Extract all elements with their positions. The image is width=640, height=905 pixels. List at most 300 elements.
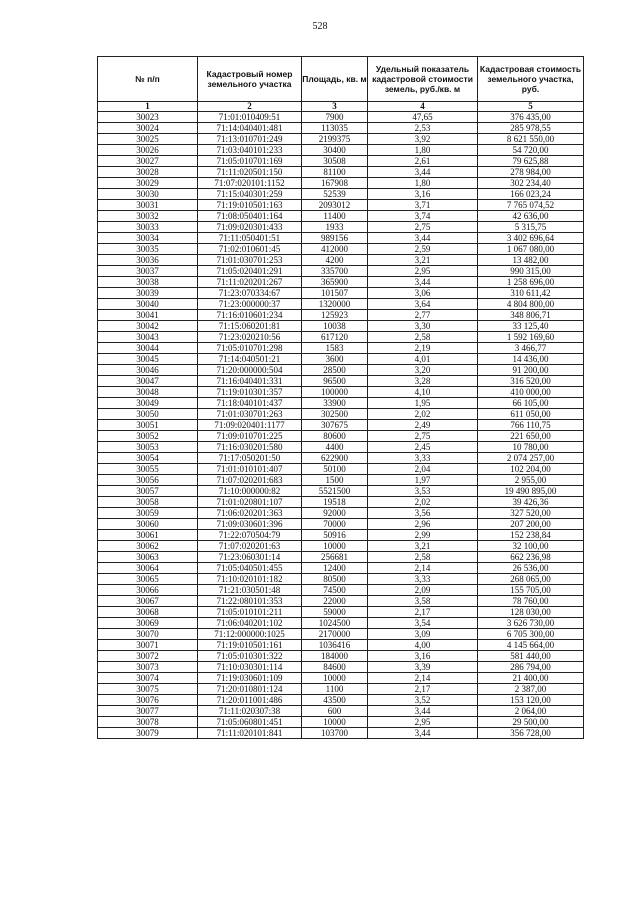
table-row (98, 552, 584, 563)
table-row (98, 596, 584, 607)
cell-number: 30048 (98, 387, 198, 398)
cell-cadastral-value: 8 621 550,00 (478, 134, 584, 145)
cell-specific-value: 3,09 (368, 629, 478, 640)
cell-specific-value: 1,80 (368, 145, 478, 156)
cell-cadastral-value: 2 074 257,00 (478, 453, 584, 464)
cell-specific-value: 2,02 (368, 497, 478, 508)
table-row (98, 112, 584, 123)
cell-cadastral-value: 1 258 696,00 (478, 277, 584, 288)
cell-number: 30074 (98, 673, 198, 684)
table-row (98, 640, 584, 651)
cell-area: 4200 (302, 255, 368, 266)
cell-number: 30079 (98, 728, 198, 739)
cell-cadastral-number: 71:22:080101:353 (198, 596, 302, 607)
cell-cadastral-number: 71:02:010601:45 (198, 244, 302, 255)
cell-specific-value: 4,01 (368, 354, 478, 365)
cell-specific-value: 3,21 (368, 541, 478, 552)
cell-area: 113035 (302, 123, 368, 134)
cell-area: 5521500 (302, 486, 368, 497)
cell-specific-value: 3,30 (368, 321, 478, 332)
table-row (98, 398, 584, 409)
cell-cadastral-number: 71:23:000000:37 (198, 299, 302, 310)
cell-area: 617120 (302, 332, 368, 343)
cell-area: 622900 (302, 453, 368, 464)
cell-cadastral-number: 71:13:010701:249 (198, 134, 302, 145)
cell-specific-value: 2,45 (368, 442, 478, 453)
cell-number: 30041 (98, 310, 198, 321)
cell-area: 1320000 (302, 299, 368, 310)
cell-area: 3600 (302, 354, 368, 365)
cell-specific-value: 4,00 (368, 640, 478, 651)
cell-cadastral-number: 71:10:020101:182 (198, 574, 302, 585)
table-row (98, 244, 584, 255)
cell-specific-value: 2,61 (368, 156, 478, 167)
cell-number: 30078 (98, 717, 198, 728)
cell-cadastral-value: 153 120,00 (478, 695, 584, 706)
cell-cadastral-number: 71:11:020101:841 (198, 728, 302, 739)
cell-area: 70000 (302, 519, 368, 530)
table-row (98, 420, 584, 431)
table-row (98, 695, 584, 706)
cell-cadastral-value: 221 650,00 (478, 431, 584, 442)
cell-cadastral-number: 71:12:000000:1025 (198, 629, 302, 640)
cell-number: 30069 (98, 618, 198, 629)
cell-area: 43500 (302, 695, 368, 706)
cell-cadastral-number: 71:14:040501:21 (198, 354, 302, 365)
cell-specific-value: 2,53 (368, 123, 478, 134)
cell-number: 30050 (98, 409, 198, 420)
cell-cadastral-number: 71:09:010701:225 (198, 431, 302, 442)
cell-number: 30054 (98, 453, 198, 464)
cell-cadastral-value: 356 728,00 (478, 728, 584, 739)
table-row (98, 662, 584, 673)
cell-number: 30055 (98, 464, 198, 475)
cell-cadastral-number: 71:09:030601:396 (198, 519, 302, 530)
cell-cadastral-number: 71:01:030701:253 (198, 255, 302, 266)
cell-cadastral-value: 278 984,00 (478, 167, 584, 178)
cell-cadastral-value: 13 482,00 (478, 255, 584, 266)
table-row (98, 607, 584, 618)
cell-area: 59000 (302, 607, 368, 618)
cell-number: 30053 (98, 442, 198, 453)
cell-specific-value: 2,17 (368, 684, 478, 695)
cell-cadastral-value: 79 625,88 (478, 156, 584, 167)
cell-specific-value: 1,95 (368, 398, 478, 409)
cell-area: 84600 (302, 662, 368, 673)
cell-specific-value: 2,95 (368, 717, 478, 728)
table-row (98, 376, 584, 387)
column-header-cadastral-number: Кадастровый номер земельного участка (198, 57, 302, 102)
cell-area: 33900 (302, 398, 368, 409)
cell-area: 103700 (302, 728, 368, 739)
cell-cadastral-value: 327 520,00 (478, 508, 584, 519)
cell-specific-value: 3,21 (368, 255, 478, 266)
cell-specific-value: 47,65 (368, 112, 478, 123)
cell-specific-value: 3,44 (368, 167, 478, 178)
cell-cadastral-value: 152 238,84 (478, 530, 584, 541)
cell-cadastral-value: 410 000,00 (478, 387, 584, 398)
cell-area: 989156 (302, 233, 368, 244)
cell-cadastral-value: 19 490 895,00 (478, 486, 584, 497)
table-row (98, 354, 584, 365)
cell-number: 30077 (98, 706, 198, 717)
cell-number: 30025 (98, 134, 198, 145)
cell-area: 80600 (302, 431, 368, 442)
cell-specific-value: 2,95 (368, 266, 478, 277)
cell-cadastral-number: 71:05:010701:298 (198, 343, 302, 354)
cell-area: 101507 (302, 288, 368, 299)
table-row (98, 563, 584, 574)
cell-area: 81100 (302, 167, 368, 178)
cell-area: 10000 (302, 717, 368, 728)
cell-specific-value: 3,71 (368, 200, 478, 211)
cell-area: 167908 (302, 178, 368, 189)
cell-number: 30037 (98, 266, 198, 277)
table-row (98, 475, 584, 486)
cell-cadastral-number: 71:17:050201:50 (198, 453, 302, 464)
cell-cadastral-value: 581 440,00 (478, 651, 584, 662)
column-header-number: № п/п (98, 57, 198, 102)
cell-area: 10000 (302, 673, 368, 684)
cell-area: 600 (302, 706, 368, 717)
cell-specific-value: 3,54 (368, 618, 478, 629)
cell-specific-value: 3,16 (368, 189, 478, 200)
cell-area: 125923 (302, 310, 368, 321)
cell-specific-value: 4,10 (368, 387, 478, 398)
cell-specific-value: 3,64 (368, 299, 478, 310)
cell-cadastral-value: 285 978,55 (478, 123, 584, 134)
cell-number: 30030 (98, 189, 198, 200)
cell-cadastral-value: 310 611,42 (478, 288, 584, 299)
cell-specific-value: 1,97 (368, 475, 478, 486)
cell-cadastral-value: 268 065,00 (478, 574, 584, 585)
cell-cadastral-value: 316 520,00 (478, 376, 584, 387)
cell-cadastral-number: 71:21:030501:48 (198, 585, 302, 596)
table-row (98, 519, 584, 530)
table-row (98, 332, 584, 343)
cell-cadastral-number: 71:11:050401:51 (198, 233, 302, 244)
cell-cadastral-value: 2 955,00 (478, 475, 584, 486)
cadastral-value-table (97, 56, 584, 739)
cell-number: 30034 (98, 233, 198, 244)
cell-cadastral-number: 71:11:020201:267 (198, 277, 302, 288)
table-row (98, 651, 584, 662)
cell-area: 1933 (302, 222, 368, 233)
cell-cadastral-value: 207 200,00 (478, 519, 584, 530)
cell-cadastral-value: 66 105,00 (478, 398, 584, 409)
cell-area: 52539 (302, 189, 368, 200)
table-row (98, 310, 584, 321)
cell-specific-value: 2,77 (368, 310, 478, 321)
cell-cadastral-value: 3 466,77 (478, 343, 584, 354)
cell-cadastral-number: 71:16:030201:580 (198, 442, 302, 453)
column-header-cadastral-value: Кадастровая стоимость земельного участка, руб. (478, 57, 584, 102)
cell-number: 30052 (98, 431, 198, 442)
table-row (98, 299, 584, 310)
cell-number: 30045 (98, 354, 198, 365)
cell-specific-value: 2,96 (368, 519, 478, 530)
table-row (98, 200, 584, 211)
cell-number: 30027 (98, 156, 198, 167)
table-row (98, 618, 584, 629)
cell-specific-value: 2,75 (368, 222, 478, 233)
cell-number: 30043 (98, 332, 198, 343)
cell-cadastral-value: 33 125,40 (478, 321, 584, 332)
cell-cadastral-number: 71:07:020201:683 (198, 475, 302, 486)
cell-specific-value: 2,58 (368, 332, 478, 343)
cell-number: 30029 (98, 178, 198, 189)
table-row (98, 145, 584, 156)
cell-cadastral-number: 71:01:020801:107 (198, 497, 302, 508)
cell-area: 4400 (302, 442, 368, 453)
cell-area: 19518 (302, 497, 368, 508)
cell-cadastral-value: 302 234,40 (478, 178, 584, 189)
table-row (98, 387, 584, 398)
table-row (98, 167, 584, 178)
cell-number: 30071 (98, 640, 198, 651)
cell-number: 30066 (98, 585, 198, 596)
cell-cadastral-number: 71:16:010601:234 (198, 310, 302, 321)
cell-area: 50100 (302, 464, 368, 475)
cell-area: 1583 (302, 343, 368, 354)
cell-area: 1500 (302, 475, 368, 486)
cell-specific-value: 3,92 (368, 134, 478, 145)
cell-cadastral-value: 4 145 664,00 (478, 640, 584, 651)
cell-number: 30026 (98, 145, 198, 156)
table-row (98, 442, 584, 453)
cell-cadastral-number: 71:14:040401:481 (198, 123, 302, 134)
table-row (98, 233, 584, 244)
column-number: 2 (198, 102, 302, 112)
cell-number: 30073 (98, 662, 198, 673)
cell-number: 30047 (98, 376, 198, 387)
cell-number: 30056 (98, 475, 198, 486)
cell-specific-value: 3,06 (368, 288, 478, 299)
cell-cadastral-number: 71:07:020101:1152 (198, 178, 302, 189)
cell-specific-value: 2,04 (368, 464, 478, 475)
cell-cadastral-value: 128 030,00 (478, 607, 584, 618)
cell-cadastral-value: 286 794,00 (478, 662, 584, 673)
cell-area: 365900 (302, 277, 368, 288)
cell-number: 30065 (98, 574, 198, 585)
cell-number: 30031 (98, 200, 198, 211)
column-number-row (98, 102, 584, 112)
cell-specific-value: 3,58 (368, 596, 478, 607)
cell-area: 30400 (302, 145, 368, 156)
cell-cadastral-number: 71:09:020301:433 (198, 222, 302, 233)
cell-specific-value: 2,14 (368, 673, 478, 684)
table-row (98, 453, 584, 464)
cell-number: 30039 (98, 288, 198, 299)
cell-cadastral-number: 71:22:070504:79 (198, 530, 302, 541)
table-row (98, 706, 584, 717)
cell-cadastral-value: 10 780,00 (478, 442, 584, 453)
cell-cadastral-value: 6 705 300,00 (478, 629, 584, 640)
cell-area: 11400 (302, 211, 368, 222)
cell-cadastral-number: 71:10:000000:82 (198, 486, 302, 497)
cell-number: 30023 (98, 112, 198, 123)
cell-area: 50916 (302, 530, 368, 541)
cell-cadastral-number: 71:15:040301:259 (198, 189, 302, 200)
cell-cadastral-number: 71:06:040201:102 (198, 618, 302, 629)
table-header-row (98, 57, 584, 102)
cell-cadastral-number: 71:07:020201:63 (198, 541, 302, 552)
cell-specific-value: 2,58 (368, 552, 478, 563)
cell-cadastral-value: 21 400,00 (478, 673, 584, 684)
cell-area: 7900 (302, 112, 368, 123)
cell-number: 30057 (98, 486, 198, 497)
table-row (98, 266, 584, 277)
cell-area: 10038 (302, 321, 368, 332)
cell-number: 30068 (98, 607, 198, 618)
cell-area: 184000 (302, 651, 368, 662)
cell-cadastral-value: 4 804 800,00 (478, 299, 584, 310)
cell-cadastral-value: 29 500,00 (478, 717, 584, 728)
cell-cadastral-number: 71:11:020307:38 (198, 706, 302, 717)
cell-cadastral-number: 71:01:010409:51 (198, 112, 302, 123)
cell-cadastral-value: 14 436,00 (478, 354, 584, 365)
cell-area: 2170000 (302, 629, 368, 640)
cell-area: 1024500 (302, 618, 368, 629)
cell-specific-value: 3,44 (368, 706, 478, 717)
cell-number: 30063 (98, 552, 198, 563)
table-row (98, 288, 584, 299)
cell-cadastral-value: 78 760,00 (478, 596, 584, 607)
cell-cadastral-value: 1 067 080,00 (478, 244, 584, 255)
cell-area: 1100 (302, 684, 368, 695)
cell-area: 74500 (302, 585, 368, 596)
cell-specific-value: 3,16 (368, 651, 478, 662)
cell-specific-value: 2,75 (368, 431, 478, 442)
cell-cadastral-value: 611 050,00 (478, 409, 584, 420)
cell-cadastral-number: 71:15:060201:81 (198, 321, 302, 332)
cell-area: 307675 (302, 420, 368, 431)
cell-cadastral-number: 71:23:060301:14 (198, 552, 302, 563)
cell-area: 92000 (302, 508, 368, 519)
table-row (98, 156, 584, 167)
cell-number: 30028 (98, 167, 198, 178)
table-row (98, 134, 584, 145)
cell-cadastral-number: 71:05:020401:291 (198, 266, 302, 277)
cell-cadastral-value: 2 064,00 (478, 706, 584, 717)
cell-cadastral-number: 71:06:020201:363 (198, 508, 302, 519)
cell-cadastral-value: 3 402 696,64 (478, 233, 584, 244)
cell-number: 30062 (98, 541, 198, 552)
cell-area: 335700 (302, 266, 368, 277)
cell-specific-value: 2,19 (368, 343, 478, 354)
table-row (98, 717, 584, 728)
cell-cadastral-number: 71:01:010101:407 (198, 464, 302, 475)
cell-cadastral-number: 71:08:050401:164 (198, 211, 302, 222)
cell-area: 12400 (302, 563, 368, 574)
cell-cadastral-value: 348 806,71 (478, 310, 584, 321)
cell-specific-value: 3,44 (368, 233, 478, 244)
cell-cadastral-number: 71:19:030601:109 (198, 673, 302, 684)
cell-cadastral-value: 990 315,00 (478, 266, 584, 277)
cell-area: 2093012 (302, 200, 368, 211)
cell-area: 2199375 (302, 134, 368, 145)
cell-number: 30064 (98, 563, 198, 574)
table-row (98, 277, 584, 288)
cell-area: 22000 (302, 596, 368, 607)
column-header-area: Площадь, кв. м (302, 57, 368, 102)
cell-cadastral-value: 3 626 730,00 (478, 618, 584, 629)
table-row (98, 530, 584, 541)
cell-cadastral-value: 39 426,36 (478, 497, 584, 508)
column-number: 5 (478, 102, 584, 112)
table-row (98, 508, 584, 519)
cell-number: 30049 (98, 398, 198, 409)
cell-number: 30032 (98, 211, 198, 222)
cell-cadastral-value: 5 315,75 (478, 222, 584, 233)
cell-cadastral-value: 91 200,00 (478, 365, 584, 376)
cell-cadastral-number: 71:05:060801:451 (198, 717, 302, 728)
cell-cadastral-value: 155 705,00 (478, 585, 584, 596)
cell-cadastral-number: 71:19:010501:161 (198, 640, 302, 651)
table-row (98, 409, 584, 420)
cell-specific-value: 3,33 (368, 574, 478, 585)
table-row (98, 123, 584, 134)
cell-cadastral-value: 2 387,00 (478, 684, 584, 695)
cell-cadastral-number: 71:23:020210:56 (198, 332, 302, 343)
table-body (98, 112, 584, 739)
cell-specific-value: 2,99 (368, 530, 478, 541)
cell-specific-value: 2,59 (368, 244, 478, 255)
cell-specific-value: 3,44 (368, 277, 478, 288)
cell-number: 30067 (98, 596, 198, 607)
table-row (98, 629, 584, 640)
cell-cadastral-number: 71:05:040501:455 (198, 563, 302, 574)
cell-specific-value: 3,20 (368, 365, 478, 376)
cell-cadastral-value: 7 765 074,52 (478, 200, 584, 211)
cell-cadastral-number: 71:09:020401:1177 (198, 420, 302, 431)
cell-cadastral-number: 71:20:011001:486 (198, 695, 302, 706)
cell-specific-value: 2,09 (368, 585, 478, 596)
cell-area: 1036416 (302, 640, 368, 651)
cell-cadastral-number: 71:23:070334:67 (198, 288, 302, 299)
cell-area: 302500 (302, 409, 368, 420)
cell-cadastral-number: 71:05:010101:211 (198, 607, 302, 618)
cell-number: 30040 (98, 299, 198, 310)
cell-number: 30061 (98, 530, 198, 541)
cell-number: 30024 (98, 123, 198, 134)
cell-number: 30046 (98, 365, 198, 376)
cell-cadastral-value: 1 592 169,60 (478, 332, 584, 343)
page-number: 528 (312, 21, 328, 32)
cell-area: 96500 (302, 376, 368, 387)
cell-number: 30059 (98, 508, 198, 519)
cell-specific-value: 2,17 (368, 607, 478, 618)
cell-specific-value: 3,53 (368, 486, 478, 497)
cell-cadastral-value: 662 236,98 (478, 552, 584, 563)
table-row (98, 497, 584, 508)
table-row (98, 684, 584, 695)
table-row (98, 673, 584, 684)
cell-cadastral-value: 42 636,00 (478, 211, 584, 222)
cell-cadastral-number: 71:10:030301:114 (198, 662, 302, 673)
cell-number: 30070 (98, 629, 198, 640)
cell-cadastral-number: 71:19:010501:163 (198, 200, 302, 211)
cell-specific-value: 2,14 (368, 563, 478, 574)
cell-number: 30042 (98, 321, 198, 332)
table-row (98, 431, 584, 442)
column-number: 4 (368, 102, 478, 112)
column-number: 3 (302, 102, 368, 112)
cell-number: 30033 (98, 222, 198, 233)
cell-specific-value: 3,44 (368, 728, 478, 739)
cell-specific-value: 2,02 (368, 409, 478, 420)
cell-specific-value: 3,74 (368, 211, 478, 222)
